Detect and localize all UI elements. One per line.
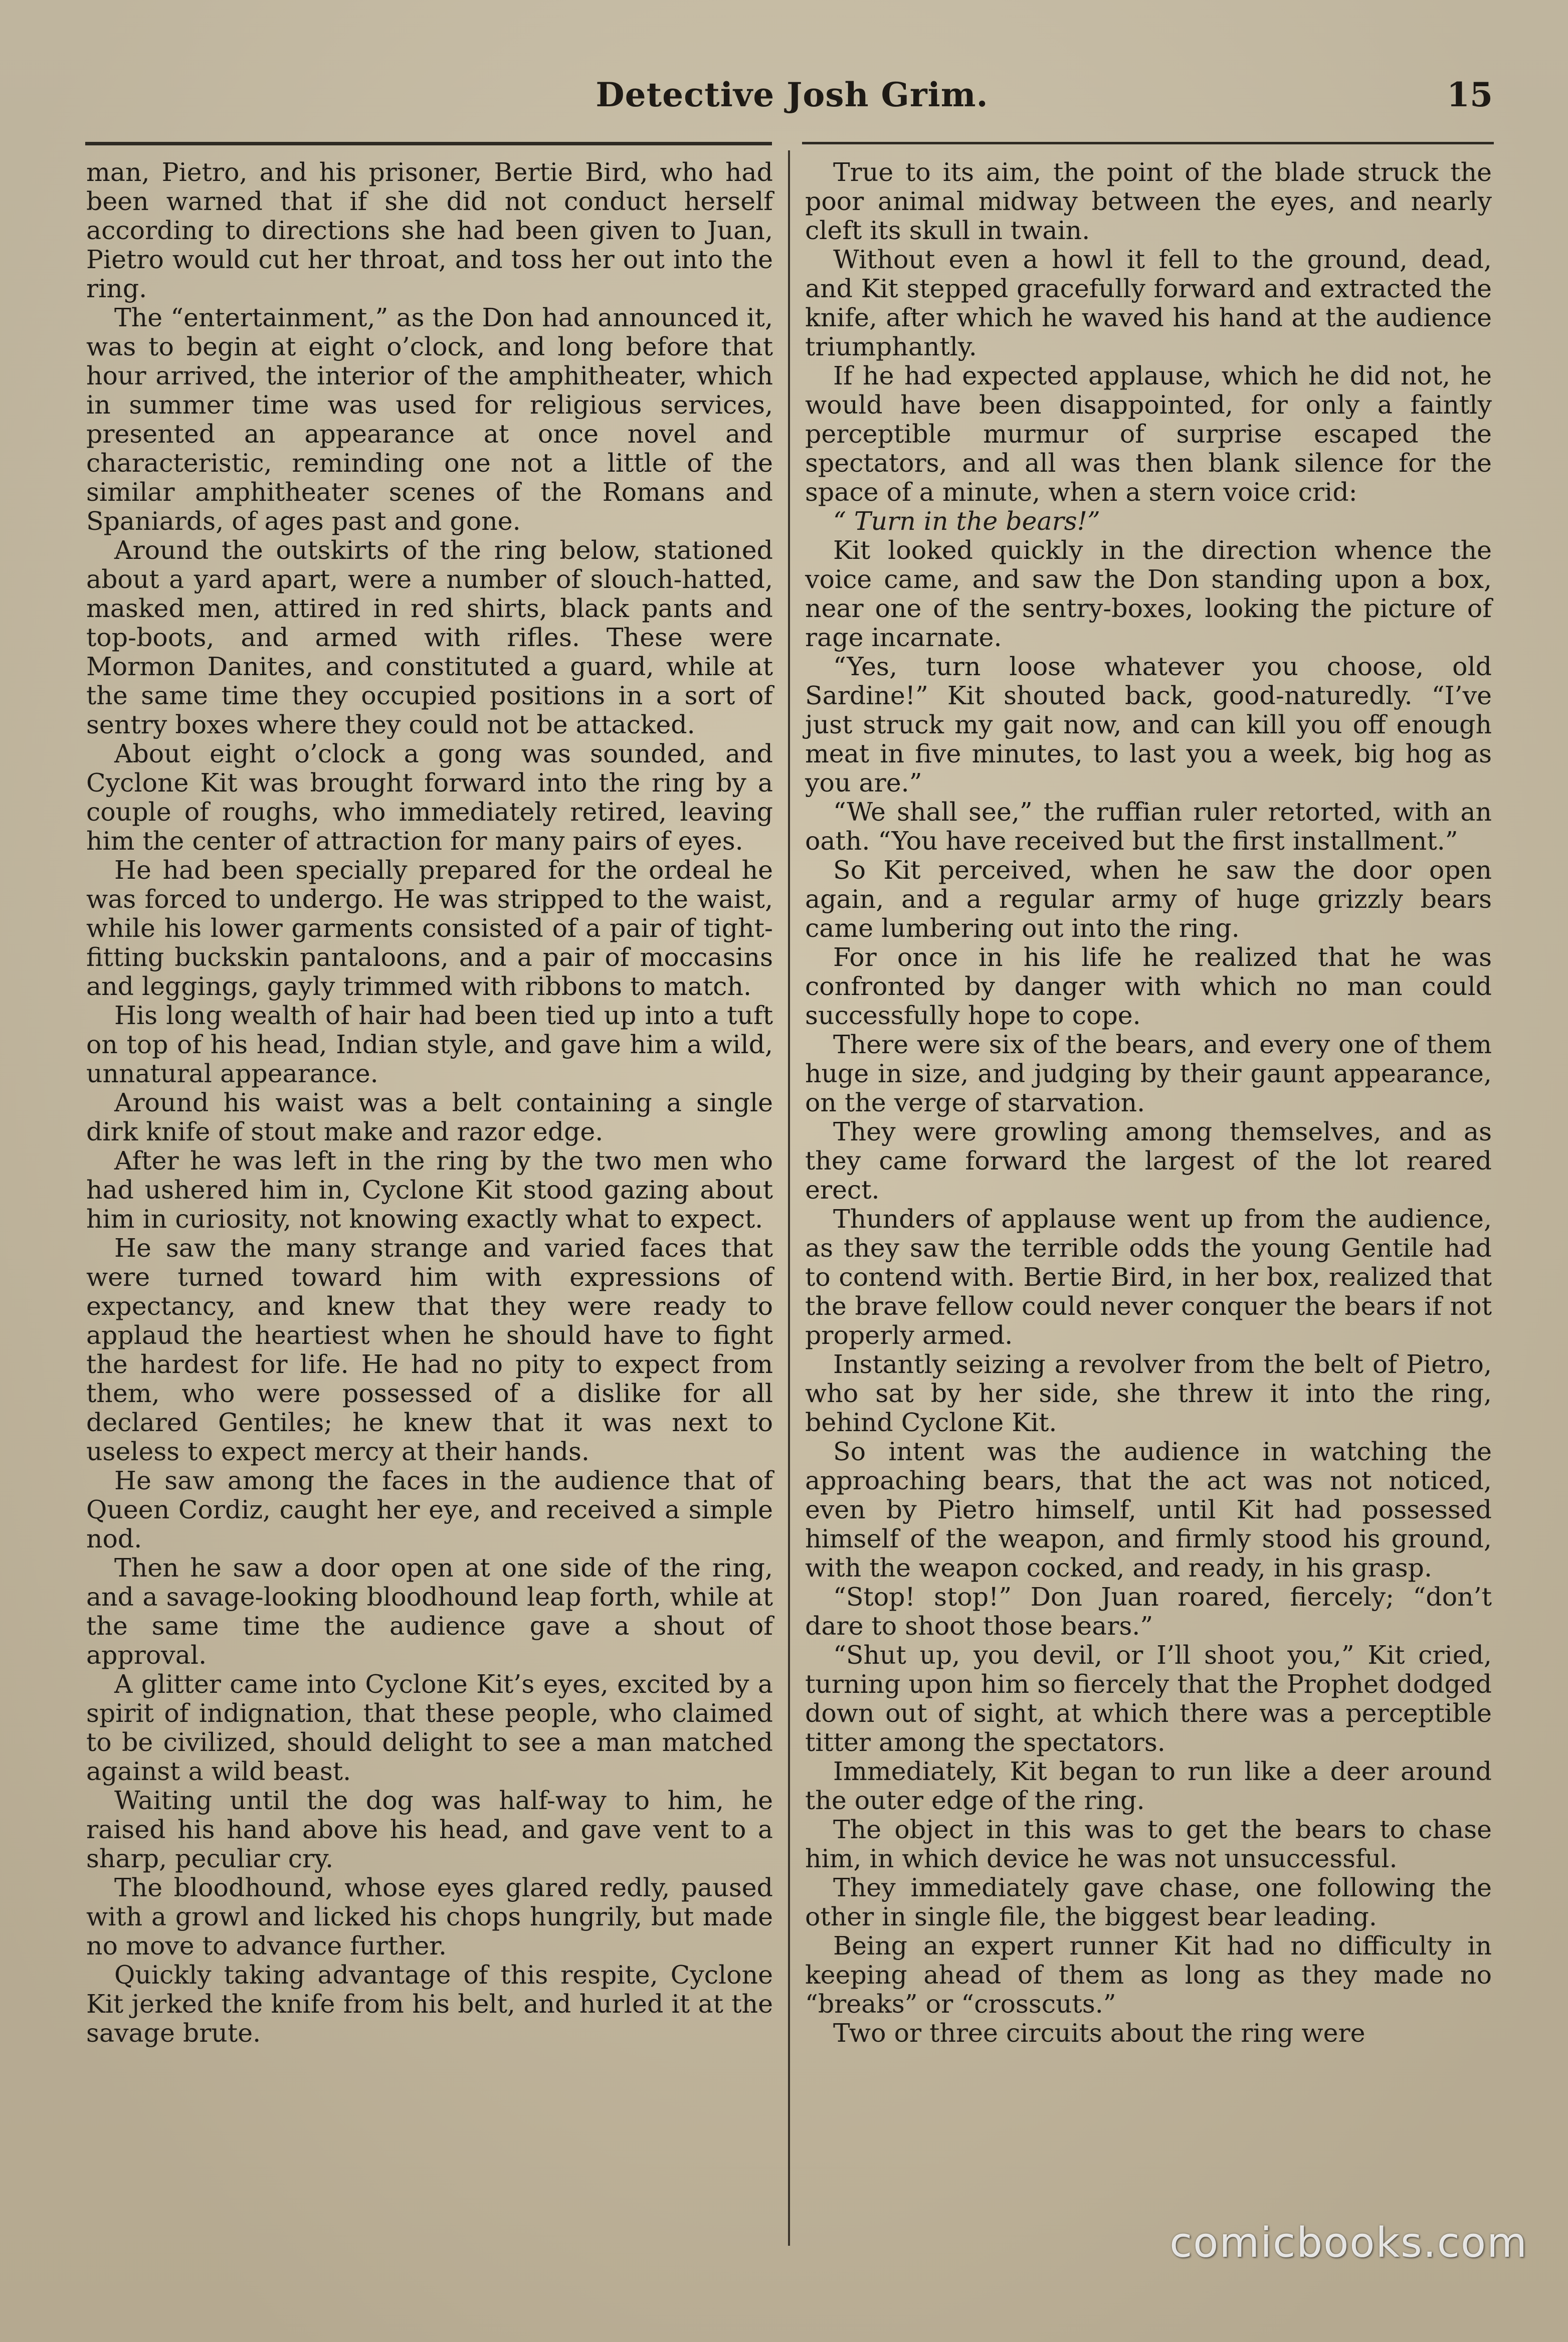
paragraph-italic	[805, 507, 1492, 536]
paragraph: Around his waist was a belt containing a single dirk knife of stout make and razor edge.	[86, 1088, 773, 1146]
column-divider	[788, 150, 790, 2246]
paragraph: True to its aim, the point of the blade struck the poor animal midway between the eyes, and nearly cleft its skull in twain.	[805, 157, 1492, 245]
paragraph: Two or three circuits about the ring were	[833, 2018, 1365, 2048]
paragraph: There were six of the bears, and every one of them huge in size, and judging by their gaunt appearance, on the verge of starvation.	[805, 1030, 1492, 1117]
paragraph: “Yes, turn loose whatever you choose, old Sardine!” Kit shouted back, good-naturedly. “I’ve just struck my gait now, and can kill you off enough meat in five minutes, to last you a week, big hog as you are.”	[805, 652, 1492, 798]
paragraph: The “entertainment,” as the Don had announced it, was to begin at eight o’clock, and long before that hour arrived, the interior of the amphitheater, which in summer time was used for religious services, presented an appearance at once novel and characteristic, reminding one not a little of the similar amphitheater scenes of the Romans and Spaniards, of ages past and gone.	[86, 303, 773, 536]
paragraph: Thunders of applause went up from the audience, as they saw the terrible odds the young Gentile had to contend with. Bertie Bird, in her box, realized that the brave fellow could never conquer the bears if not properly armed.	[805, 1204, 1492, 1350]
paragraph: After he was left in the ring by the two men who had ushered him in, Cyclone Kit stood gazing about him in curiosity, not knowing exactly what to expect.	[86, 1146, 773, 1234]
paragraph: Without even a howl it fell to the ground, dead, and Kit stepped gracefully forward and extracted the knife, after which he waved his hand at the audience triumphantly.	[805, 245, 1492, 361]
paragraph: He saw among the faces in the audience that of Queen Cordiz, caught her eye, and received a simple nod.	[86, 1466, 773, 1553]
paragraph: For once in his life he realized that he was confronted by danger with which no man could successfully hope to cope.	[805, 942, 1492, 1030]
running-header	[0, 75, 1568, 140]
paragraph: Waiting until the dog was half-way to him, he raised his hand above his head, and gave vent to a sharp, peculiar cry.	[86, 1786, 773, 1873]
paragraph: Then he saw a door open at one side of the ring, and a savage-looking bloodhound leap forth, while at the same time the audience gave a shout of approval.	[86, 1553, 773, 1670]
watermark: comicbooks.com	[1169, 2219, 1528, 2267]
paragraph: A glitter came into Cyclone Kit’s eyes, excited by a spirit of indignation, that these people, who claimed to be civilized, should delight to see a man matched against a wild beast.	[86, 1669, 773, 1786]
paragraph: Kit looked quickly in the direction whence the voice came, and saw the Don standing upon a box, near one of the sentry-boxes, looking the picture of rage incarnate.	[805, 535, 1492, 652]
right-column	[805, 158, 1492, 2048]
paragraph: He had been specially prepared for the ordeal he was forced to undergo. He was stripped to the waist, while his lower garments consisted of a pair of tight-fitting buckskin pantaloons, and a pair of moccasins and leggings, gayly trimmed with ribbons to match.	[86, 855, 773, 1001]
paragraph: Instantly seizing a revolver from the belt of Pietro, who sat by her side, she threw it into the ring, behind Cyclone Kit.	[805, 1349, 1492, 1437]
left-column	[86, 158, 773, 2048]
page-number: 15	[1447, 75, 1493, 114]
paragraph: They immediately gave chase, one following the other in single file, the biggest bear leading.	[805, 1873, 1492, 1931]
paragraph: “Stop! stop!” Don Juan roared, fiercely; “don’t dare to shoot those bears.”	[805, 1582, 1492, 1641]
paragraph: “We shall see,” the ruffian ruler retorted, with an oath. “You have received but the first installment.”	[805, 797, 1492, 856]
paragraph: So Kit perceived, when he saw the door open again, and a regular army of huge grizzly bears came lumbering out into the ring.	[805, 855, 1492, 943]
paragraph: About eight o’clock a gong was sounded, and Cyclone Kit was brought forward into the ring by a couple of roughs, who immediately retired, leaving him the center of attraction for many pairs of eyes.	[86, 739, 773, 856]
paragraph: Around the outskirts of the ring below, stationed about a yard apart, were a number of slouch-hatted, masked men, attired in red shirts, black pants and top-boots, and armed with rifles. These were Mormon Danites, and constituted a guard, while at the same time they occupied positions in a sort of sentry boxes where they could not be attacked.	[86, 535, 773, 739]
paragraph: Being an expert runner Kit had no difficulty in keeping ahead of them as long as they made no “breaks” or “crosscuts.”	[805, 1931, 1492, 2019]
paragraph: Immediately, Kit began to run like a deer around the outer edge of the ring.	[805, 1756, 1492, 1815]
paragraph: His long wealth of hair had been tied up into a tuft on top of his head, Indian style, and gave him a wild, unnatural appearance.	[86, 1001, 773, 1088]
header-rule-right	[802, 142, 1494, 144]
paragraph: man, Pietro, and his prisoner, Bertie Bird, who had been warned that if she did not conduct herself according to directions she had been given to Juan, Pietro would cut her throat, and toss her out into the ring.	[86, 157, 773, 303]
running-title: Detective Josh Grim.	[596, 75, 989, 114]
paragraph: If he had expected applause, which he did not, he would have been disappointed, for only a faintly perceptible murmur of surprise escaped the spectators, and all was then blank silence for the space of a minute, when a stern voice crid:	[805, 361, 1492, 507]
paragraph: The object in this was to get the bears to chase him, in which device he was not unsuccessful.	[805, 1815, 1492, 1873]
paragraph: They were growling among themselves, and as they came forward the largest of the lot reared erect.	[805, 1117, 1492, 1205]
paragraph: “Shut up, you devil, or I’ll shoot you,” Kit cried, turning upon him so fiercely that the Prophet dodged down out of sight, at which there was a perceptible titter among the spectators.	[805, 1640, 1492, 1757]
dialogue-italic: “ Turn in the bears!”	[833, 506, 1100, 536]
paragraph: So intent was the audience in watching the approaching bears, that the act was not noticed, even by Pietro himself, until Kit had possessed himself of the weapon, and firmly stood his ground, with the weapon cocked, and ready, in his grasp.	[805, 1437, 1492, 1583]
paragraph: He saw the many strange and varied faces that were turned toward him with expressions of expectancy, and knew that they were ready to applaud the heartiest when he should have to fight the hardest for life. He had no pity to expect from them, who were possessed of a dislike for all declared Gentiles; he knew that it was next to useless to expect mercy at their hands.	[86, 1233, 773, 1466]
header-rule-left	[85, 142, 772, 145]
paragraph: The bloodhound, whose eyes glared redly, paused with a growl and licked his chops hungrily, but made no move to advance further.	[86, 1873, 773, 1961]
paragraph: Quickly taking advantage of this respite, Cyclone Kit jerked the knife from his belt, and hurled it at the savage brute.	[86, 1960, 773, 2048]
